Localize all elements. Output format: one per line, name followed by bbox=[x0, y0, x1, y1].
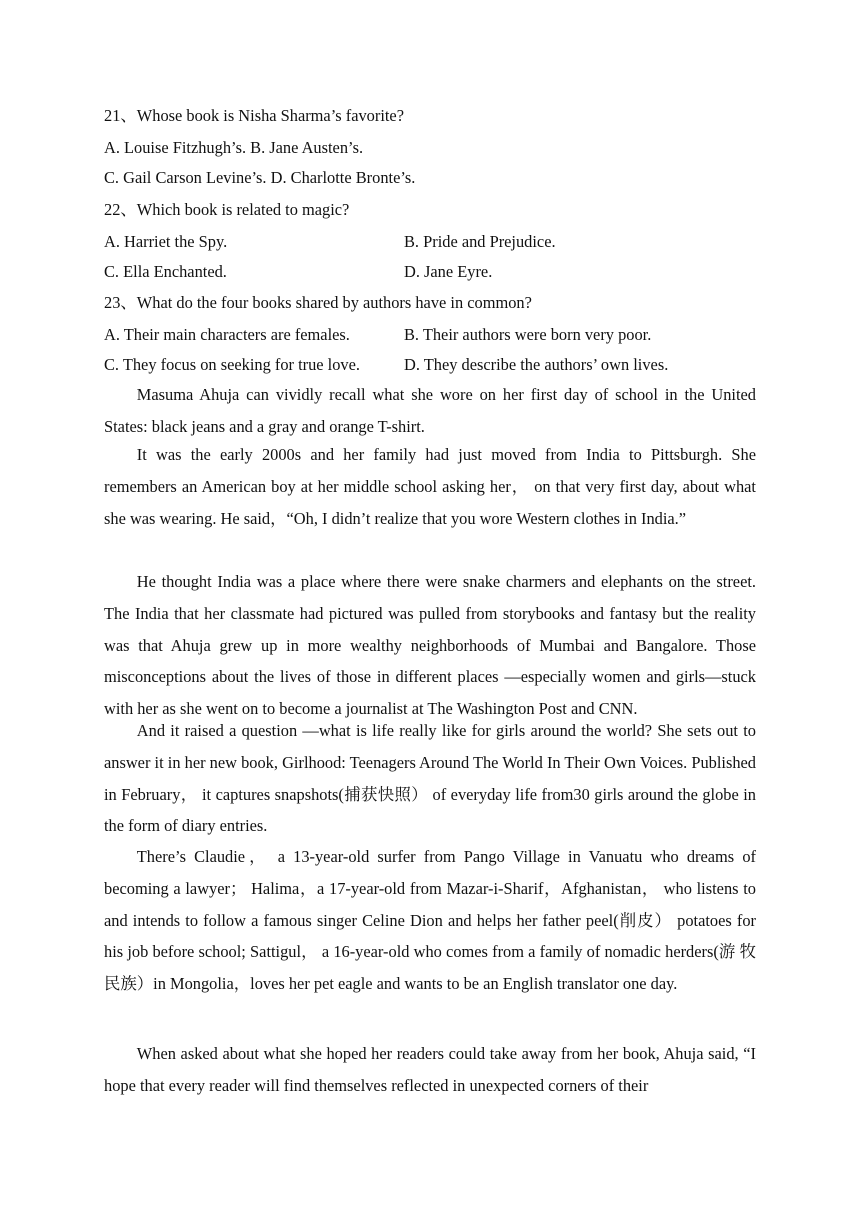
question-22-stem: 22、Which book is related to magic? bbox=[104, 200, 350, 219]
question-22-option-d: D. Jane Eyre. bbox=[404, 262, 493, 281]
question-21-options-ab: A. Louise Fitzhugh’s. B. Jane Austen’s. bbox=[104, 138, 364, 157]
question-23-option-c: C. They focus on seeking for true love. bbox=[104, 355, 360, 374]
question-23-option-a: A. Their main characters are females. bbox=[104, 325, 350, 344]
question-21-options-cd: C. Gail Carson Levine’s. D. Charlotte Bronte’s. bbox=[104, 168, 416, 187]
passage-paragraph-4: And it raised a question —what is life really like for girls around the world? She sets out to answer it in her new book, Girlhood: Teenagers Around The World In Their Own Voices. Published in February， it captures snapshots(捕获快照） of everyday life from30 girls around the globe in the form of diary entries. bbox=[104, 721, 756, 836]
question-22-option-a: A. Harriet the Spy. bbox=[104, 232, 228, 251]
passage-paragraph-5: There’s Claudie， a 13-year-old surfer from Pango Village in Vanuatu who dreams of becoming a lawyer； Halima，a 17-year-old from Mazar-i-Sharif，Afghanistan， who listens to and intends to follow a famous singer Celine Dion and helps her father peel(削皮） potatoes for his job before school; Sattigul， a 16-year-old who comes from a family of nomadic herders(游 牧民族）in Mongolia，loves her pet eagle and wants to be an English translator one day. bbox=[104, 847, 756, 994]
passage-paragraph-1: Masuma Ahuja can vividly recall what she wore on her first day of school in the United States: black jeans and a gray and orange T-shirt. bbox=[104, 385, 756, 436]
question-23-stem: 23、What do the four books shared by authors have in common? bbox=[104, 293, 532, 312]
question-23-option-d: D. They describe the authors’ own lives. bbox=[404, 355, 669, 374]
question-21-stem: 21、Whose book is Nisha Sharma’s favorite? bbox=[104, 106, 404, 125]
passage-paragraph-3: He thought India was a place where there were snake charmers and elephants on the street. The India that her classmate had pictured was pulled from storybooks and fantasy but the reality was that Ahuja grew up in more wealthy neighborhoods of Mumbai and Bangalore. Those misconceptions about the lives of those in different places —especially women and girls—stuck with her as she went on to become a journalist at The Washington Post and CNN. bbox=[104, 572, 756, 719]
question-23-option-b: B. Their authors were born very poor. bbox=[404, 325, 652, 344]
question-22-option-b: B. Pride and Prejudice. bbox=[404, 232, 556, 251]
passage-paragraph-6: When asked about what she hoped her readers could take away from her book, Ahuja said, “I hope that every reader will find themselves reflected in unexpected corners of their bbox=[104, 1044, 756, 1095]
passage-paragraph-2: It was the early 2000s and her family had just moved from India to Pittsburgh. She remembers an American boy at her middle school asking her， on that very first day, about what she was wearing. He said，“Oh, I didn’t realize that you wore Western clothes in India.” bbox=[104, 445, 756, 528]
question-22-option-c: C. Ella Enchanted. bbox=[104, 262, 227, 281]
